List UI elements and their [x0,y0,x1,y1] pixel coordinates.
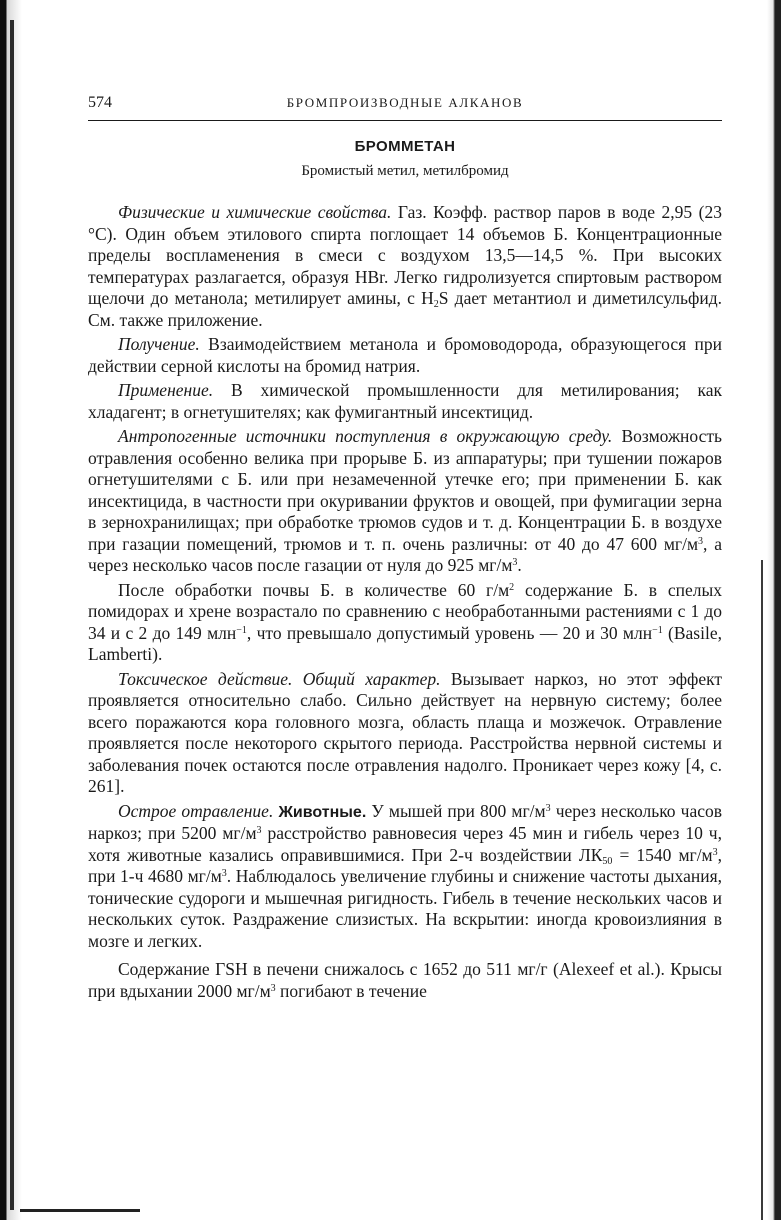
text: . [517,555,522,575]
text: Газ. Коэфф. раствор паров в воде 2,95 (23 °С). Один объем этилового спирта поглощает 14 объемов Б. Концентрационные пределы воспламенения в смеси с воздухом 13,5—14,5 %. При высоких температурах разлагается, образуя HBr. Легко гидролизуется спиртовым раствором щелочи до метанола; метилирует амины, с H [88,202,722,308]
header-rule [88,120,722,121]
paragraph-application [88,380,722,423]
paragraph-soil [88,580,722,666]
text: Вызывает наркоз, но этот эффект проявляется относительно слабо. Сильно действует на нервную систему; более всего поражаются кора головного мозга, область плаща и мозжечок. Отравление проявляется после некоторого скрытого периода. Расстройства нервной системы и заболевания почек остаются после отравления надолго. Проникает через кожу [4, с. 261]. [88,668,722,796]
running-head: БРОМПРОИЗВОДНЫЕ АЛКАНОВ [286,95,524,110]
text: После обработки почвы Б. в количестве 60 г/м [118,579,510,600]
text: В химической промышленности для метилирования; как хладагент; в огнетушителях; как фумигантный инсектицид. [88,380,722,422]
superscript: −1 [652,624,663,636]
paragraph-preparation [88,334,722,377]
scan-left-binding-line [10,20,14,1210]
superscript: 2 [509,581,515,593]
text: через несколько часов наркоз; при 5200 мг/м [88,800,723,843]
superscript: 3 [545,802,551,814]
page-header [88,94,722,118]
subscript: 50 [602,855,613,867]
subscript: 2 [433,299,439,310]
scan-right-line [761,560,763,1220]
section-lead-toxic: Токсическое действие. Общий характер. [118,668,441,689]
section-lead-preparation: Получение. [118,334,200,354]
superscript: 3 [698,535,704,547]
article-subtitle: Бромистый метил, метилбромид [301,163,509,179]
paragraph-gsh [88,959,722,1002]
text: Содержание ГSH в печени снижалось с 1652 до 511 мг/г (Alexeef et al.). Крысы при вдыхании 2000 мг/м [88,959,722,1001]
text: У мышей при 800 мг/м [366,800,546,821]
text: погибают в течение [275,980,427,1001]
text: S дает метантиол и диметилсульфид. См. также приложение. [88,288,722,330]
superscript: 3 [221,868,227,879]
text: содержание Б. в спелых помидорах и хрене возрастало по сравнению с необработанными растениями с 1 до 34 и с 2 до 149 млн [88,579,722,643]
text: , а через несколько часов после газации от нуля до 925 мг/м [88,533,722,575]
superscript: 3 [270,982,276,994]
section-lead-application: Применение. [118,380,214,400]
section-lead-sources: Антропогенные источники поступления в окружающую среду. [118,426,613,446]
superscript: 3 [512,557,518,568]
scan-bottom-mark [20,1209,140,1212]
paragraph-physical-properties [88,202,722,331]
text: Взаимодействием метанола и бромоводорода, образующегося при действии серной кислоты на бромид натрия. [88,334,722,376]
animals-label: Животные. [278,803,367,821]
paragraph-acute-poisoning [88,801,722,953]
text: Возможность отравления особенно велика при прорыве Б. из аппаратуры; при тушении пожаров огнетушителями с Б. или при незамеченной утечке его; при применении Б. как инсектицида, в частности при окуривании фруктов и овощей, при фумигации зерна в зернохранилищах; при обработке трюмов судов и т. д. Концентрации Б. в воздухе при газации помещений, трюмов и т. п. очень различны: от 40 до 47 600 мг/м [88,426,722,554]
article-body [88,202,722,1005]
section-lead-acute: Острое отравление. [118,800,274,821]
superscript: 3 [256,825,262,836]
superscript: 3 [712,846,718,858]
page-number: 574 [88,94,112,111]
text: , что превышало допустимый уровень — 20 и 30 млн [246,622,653,643]
text: (Basile, Lamberti). [88,622,722,664]
text: . Наблюдалось увеличение глубины и снижение частоты дыхания, тонические судороги и мышечная ригидность. Гибель в течение нескольких часов и нескольких суток. Раздражение слизистых. На вскрытии: иногда кровоизлияния в мозге и легких. [88,866,722,951]
paragraph-toxic-action [88,669,722,798]
section-lead-physical: Физические и химические свойства. [118,202,392,222]
superscript: −1 [236,624,247,636]
text: расстройство равновесия через 45 мин и гибель через 10 ч, хотя животные казались оправившимися. При 2-ч воздействии ЛК [88,823,722,865]
scan-right-edge [767,0,781,1220]
article-title: БРОММЕТАН [354,138,456,155]
text: = 1540 мг/м [612,844,713,865]
text: , при 1-ч 4680 мг/м [88,844,723,886]
paragraph-sources [88,426,722,577]
